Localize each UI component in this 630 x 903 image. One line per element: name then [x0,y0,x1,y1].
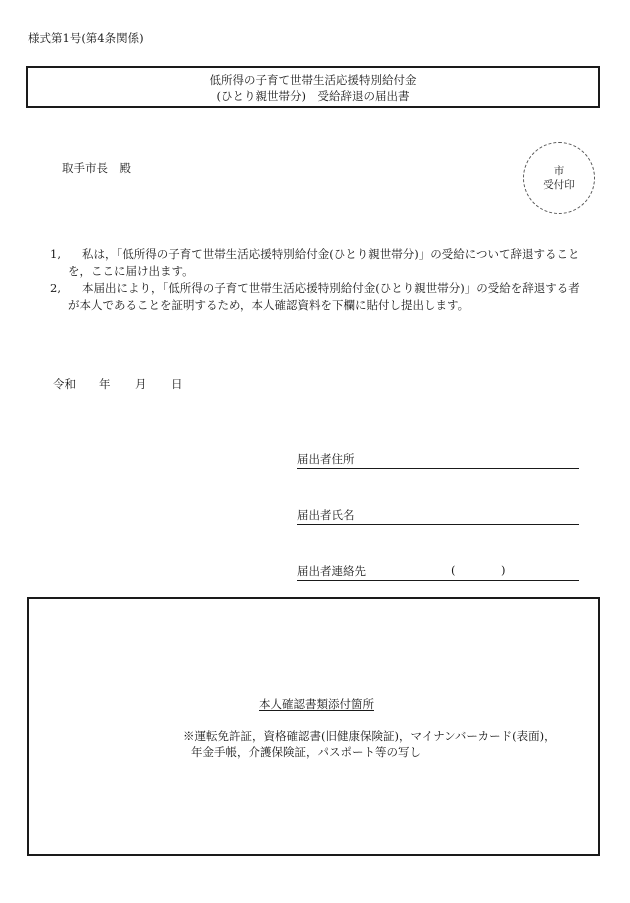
title-line-2: (ひとり親世帯分) 受給辞退の届出書 [216,89,410,103]
address-label: 届出者住所 [297,452,355,466]
address-field[interactable] [297,451,579,469]
date-month[interactable]: 月 [135,377,147,391]
attachment-note-line-1: ※運転免許証，資格確認書(旧健康保険証)，マイナンバーカード(表面)， [183,729,556,743]
title-box [26,66,600,108]
statement-item-2 [50,280,586,314]
item-text: 私は，「低所得の子育て世帯生活応援特別給付金(ひとり親世帯分)」の受給について辞退することを，ここに届け出ます。 [68,247,580,278]
contact-field[interactable] [297,563,579,581]
date-row [53,376,183,392]
attachment-title: 本人確認書類添付箇所 [259,697,374,711]
contact-paren-open: ( [451,563,456,577]
form-number: 様式第1号(第4条関係) [28,31,144,45]
attachment-note [183,728,583,760]
title-line-1: 低所得の子育て世帯生活応援特別給付金 [209,73,417,87]
contact-label: 届出者連絡先 [297,564,366,578]
reception-stamp-circle [523,142,595,214]
item-text: 本届出により，「低所得の子育て世帯生活応援特別給付金(ひとり親世帯分)」の受給を辞退する者が本人であることを証明するため，本人確認資料を下欄に貼付し提出します。 [68,281,580,312]
stamp-line-2: 受付印 [543,179,575,191]
date-era[interactable]: 令和 [53,377,76,391]
contact-paren-close: ) [501,563,506,577]
date-year[interactable]: 年 [99,377,111,391]
name-field[interactable] [297,507,579,525]
id-attachment-box[interactable] [27,597,600,856]
attachment-note-line-2: 年金手帳，介護保険証，パスポート等の写し [191,745,421,759]
addressee: 取手市長 殿 [62,161,131,175]
stamp-line-1: 市 [553,165,565,177]
name-label: 届出者氏名 [297,508,355,522]
date-day[interactable]: 日 [171,377,183,391]
item-number: 1, [50,247,61,261]
item-number: 2, [50,281,61,295]
statement-item-1 [50,246,586,280]
